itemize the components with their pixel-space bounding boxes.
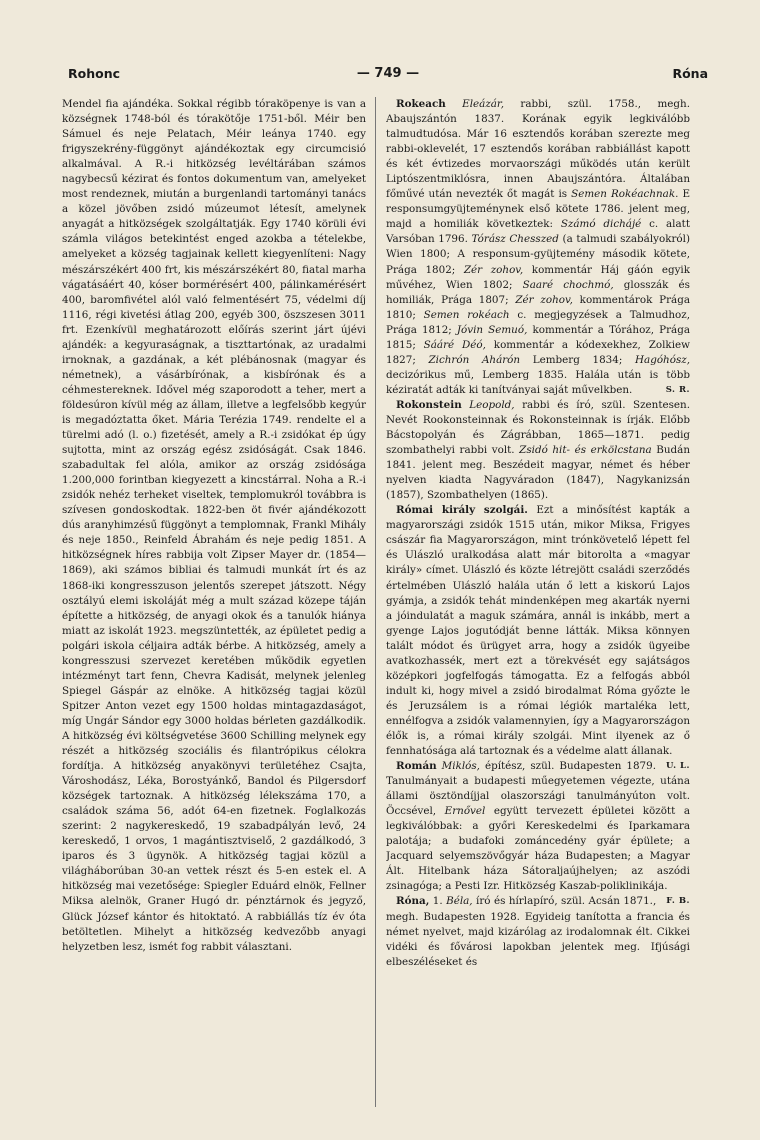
entry-text: decizórikus mű, Lemberg 1835. Halála után is több kéziratát adták ki tanítványai saját művelkben.	[386, 368, 690, 396]
entry-text: glosszák és homiliák, Prága 1807;	[386, 278, 690, 306]
work-title: Zér zohov,	[515, 293, 573, 306]
entry-text: kommentár a Tórához, Prága 1815;	[386, 323, 690, 351]
entry-number: 1.	[432, 895, 443, 908]
headword: Római király szolgái.	[396, 504, 528, 517]
given-name: Miklós,	[441, 760, 480, 773]
entry-text: együtt tervezett épületei között a legkiválóbbak: a győri Kereskedelmi és Iparkamara palotája; a budafoki zománcedény gyár épülete; a Jacquard selyemszövőgyár háza Budapesten; a Magyar Ált. Hitelbank háza Sátoraljaújhelyen; az aszódi zsinagóga; a Pesti Izr. Hitközség Kaszab-poliklinikája.	[386, 805, 690, 893]
work-title: Semen rokéach	[423, 308, 510, 321]
author-signature: F. B.	[666, 896, 690, 907]
author-signature: U. L.	[666, 761, 690, 772]
page-number: — 749 —	[356, 66, 420, 81]
entry-text: rabbi, szül. 1758., megh. Abaujszántón 1837. Korának egyik legkiválóbb talmudtudósa. Már 16 esztendős korában szerezte meg rabbi-oklevelét, 17 esztendős korában rabbiállást kapott és két évtizedes morvaországi működés után került Liptószentmiklósra, innen Abaujszántóra. Általában főművé után nevezték őt magát is	[386, 98, 690, 201]
rohonc-continuation-text: Mendel fia ajándéka. Sokkal régibb tóraköpenye is van a községnek 1748-ból és tórakötője 1751-ből. Méir ben Sámuel és neje Pelatach, Méir leánya 1740. egy frigyszekrény-függönyt ajándékoztak egy circumcisió alkalmával. A R.-i hitközség levéltárában számos nagybecsű kézirat és fontos dokumentum van, amelyeket most rendeznek, miután a burgenlandi tartományi tanács a közel jövőben zsidó múzeumot létesít, amelynek anyagát a hitközségek szolgáltatják. Egy 1740 körüli évi számla világos betekintést enged azokba a tételekbe, amelyeket a község tagjainak kellett kiegyenlíteni: Nagy mészárszékért 400 frt, kis mészárszékért 80, fiatal marha vágatásáért 40, kóser bormérésért 400, pálinkamérésért 400, baromfivétel alól való felmentésért 75, védelmi díj 1116, régi kivetési átlag 200, egyéb 300, öszszesen 3011 frt. Ezenkívül meghatározott előírás szerint járt újévi ajándék: a kegyuraságnak, a tiszttartónak, az uradalmi irnoknak, a gazdának, a két plébánosnak (magyar és németnek), a vásárbírónak, a kisbírónak és a céhmestereknek. Idővel még szaporodott a teher, mert a földesúron kívül még az állam, illetve a legfelsőbb kegyúr is megadóztatta őket. Mária Terézia 1749. rendelte el a türelmi adó (l. o.) fizetését, amely a R.-i zsidókat ép úgy sujtotta, mint az ország egész zsidóságát. Csak 1846. szabadultak fel alóla, amikor az ország zsidósága 1.200,000 forintban kiegyezett a kincstárral. Noha a R.-i zsidók nehéz terheket viseltek, templomukról továbbra is szívesen gondoskodtak. 1822-ben öt fivér ajándékozott dús aranyhimzésű függönyt a templomnak, Frankl Mihály és neje 1850., Reinfeld Ábrahám és neje pedig 1851. A hitközségnek híres rabbija volt Zipser Mayer dr. (1854—1869), aki számos bibliai és talmudi munkát írt és az 1868-iki kongresszuson jelentős szerepet játszott. Négy osztályú elemi iskoláját még a mult század közepe táján építette a hitközség, de anyagi okok és a tanulók hiánya miatt az iskolát 1923. megszüntették, az épületet pedig a polgári iskola céljaira adták bérbe. A hitközség, amely a kongresszusi szervezet keretében működik egyetlen intézményt tart fenn, Chevra Kadisát, melynek jelenleg Spiegel Gáspár az elnöke. A hitközség tagjai közül Spitzer Anton vezet egy 1500 holdas mintagazdaságot, míg Ungár Sándor egy 3000 holdas bérleten gazdálkodik. A hitközség évi költségvetése 3600 Schilling melynek egy részét a hitközség szociális és filantrópikus célokra fordítja. A hitközség anyakönyvi területéhez Csajta, Városhodász, Léka, Borostyánkő, Bandol és Pilgersdorf községek tartoznak. A hitközség lélekszáma 170, a családok száma 56, adót 64-en fizetnek. Foglalkozás szerint: 2 nagykereskedő, 19 szabadpályán levő, 24 kereskedő, 1 orvos, 1 magántisztviselő, 2 gazdálkodó, 3 iparos és 3 ügynök. A hitközség tagjai közül a világháborúban 30-an vettek részt és 5-en estek el. A hitközség mai vezetősége: Spiegler Eduárd elnök, Fellner Miksa alelnök, Graner Hugó dr. pénztárnok és jegyző, Glück József kántor és hitoktató. A rabbiállás tíz év óta betöltetlen. Mihelyt a hitközség kedvezőbb anyagi helyzetben lesz, ismét fog rabbit választani.	[62, 98, 366, 953]
entry-rona	[386, 894, 690, 969]
entry-text: (a talmudi szabályokról) Wien 1800; A responsum-gyüjtemény második kötete, Prága 1802;	[386, 233, 690, 276]
work-title: Hagóhósz,	[635, 353, 690, 366]
work-title: Saaré chochmó,	[522, 278, 614, 291]
entry-text: Budán 1841. jelent meg. Beszédeit magyar, német és héber nyelven kiadta Nagyváradon (1847), Nagykanizsán (1857), Szombathelyen (1865).	[386, 444, 690, 502]
running-header	[68, 66, 708, 86]
given-name: Leopold,	[469, 398, 515, 411]
given-name: Eleázár,	[462, 98, 505, 110]
work-title: Számó dichájé	[560, 218, 642, 231]
work-title: Semen Rokéachnak.	[571, 188, 679, 201]
entry-text: kommentárok Prága 1810;	[386, 293, 690, 321]
header-left-catchword: Rohonc	[68, 66, 121, 81]
entry-text: c. alatt Varsóban 1796.	[386, 218, 690, 246]
entry-rokeach	[386, 97, 690, 398]
work-title: Ernővel	[444, 805, 486, 818]
work-title: Zichrón Ahárón	[428, 353, 521, 366]
headword: Róna,	[396, 895, 430, 908]
header-right-catchword: Róna	[672, 66, 708, 81]
entry-text: kommentár a kódexekhez, Zolkiew 1827;	[386, 338, 690, 366]
entry-text: író és hírlapíró, szül. Acsán 1871., megh. Budapesten 1928. Egyideig tanította a francia és német nyelvet, majd kizárólag az irodalomnak élt. Cikkei vidéki és fővárosi lapokban jelentek meg. Ifjúsági elbeszéléseket és	[386, 895, 690, 968]
entry-text: Ezt a minősítést kapták a magyarországi zsidók 1515 után, mikor Miksa, Frigyes császár fia Magyarországon, mint trónkövetelő lépett fel és Ulászló uralkodása alatt már bitorolta a «magyar király» címet. Ulászló és közte létrejött családi szerződés értelmében Ulászló halála után ő lett a kiskorú Lajos gyámja, a zsidók tehát mindenképen meg akarták nyerni a jóindulatát a maguk számára, annál is inkább, mert a gyenge Lajos jogutódját benne látták. Miksa könnyen talált módot és ürügyet arra, hogy a zsidók ügyeibe avatkozhassék, mert ezt a törekvését egy sajátságos középkori jogfelfogás támogatta. Ez a felfogás abból indult ki, hogy mivel a zsidó birodalmat Róma győzte le és Jeruzsálem is a római légiók martaléka lett, ennélfogva a zsidók valamennyien, így a Magyarországon élők is, a római király szolgái. Mint ilyenek az ő fennhatósága alá tartoznak és a védelme alatt állanak.	[386, 504, 690, 758]
headword: Rokeach	[396, 98, 446, 110]
work-title: Zsidó hit- és erkölcstana	[519, 444, 652, 457]
headword: Román	[396, 760, 437, 773]
work-title: Zér zohov,	[463, 263, 524, 276]
headword: Rokonstein	[396, 398, 462, 411]
entry-text: Lemberg 1834;	[520, 353, 636, 366]
entry-text: E responsumgyüjteménynek első kötete 1786. jelent meg, majd a homiliák következtek:	[386, 188, 690, 231]
given-name: Béla,	[446, 895, 473, 908]
entry-text: kommentár Háj gáón egyik művéhez, Wien 1802;	[386, 263, 690, 291]
work-title: Jóvin Semuó,	[456, 323, 528, 336]
entry-rokonstein	[386, 398, 690, 503]
entry-text: c. megjegyzések a Talmudhoz, Prága 1812;	[386, 308, 690, 336]
work-title: Tórász Chesszed	[471, 233, 559, 246]
entry-text: rabbi és író, szül. Szentesen. Nevét Rookonsteinnak és Rokonsteinnak is írják. Előbb Bácstopolyán és Zágrábban, 1865—1871. pedig szombathelyi rabbi volt.	[386, 398, 690, 457]
right-column	[386, 97, 690, 1122]
column-divider	[375, 97, 376, 1107]
left-column	[62, 97, 366, 1122]
work-title: Sááré Déó,	[423, 338, 486, 351]
author-signature: S. R.	[665, 384, 690, 395]
entry-text: építész, szül. Budapesten 1879. Tanulmányait a budapesti műegyetemen végezte, utána állami ösztöndíjjal olaszországi tanulmányúton volt. Öccsével,	[386, 760, 690, 818]
